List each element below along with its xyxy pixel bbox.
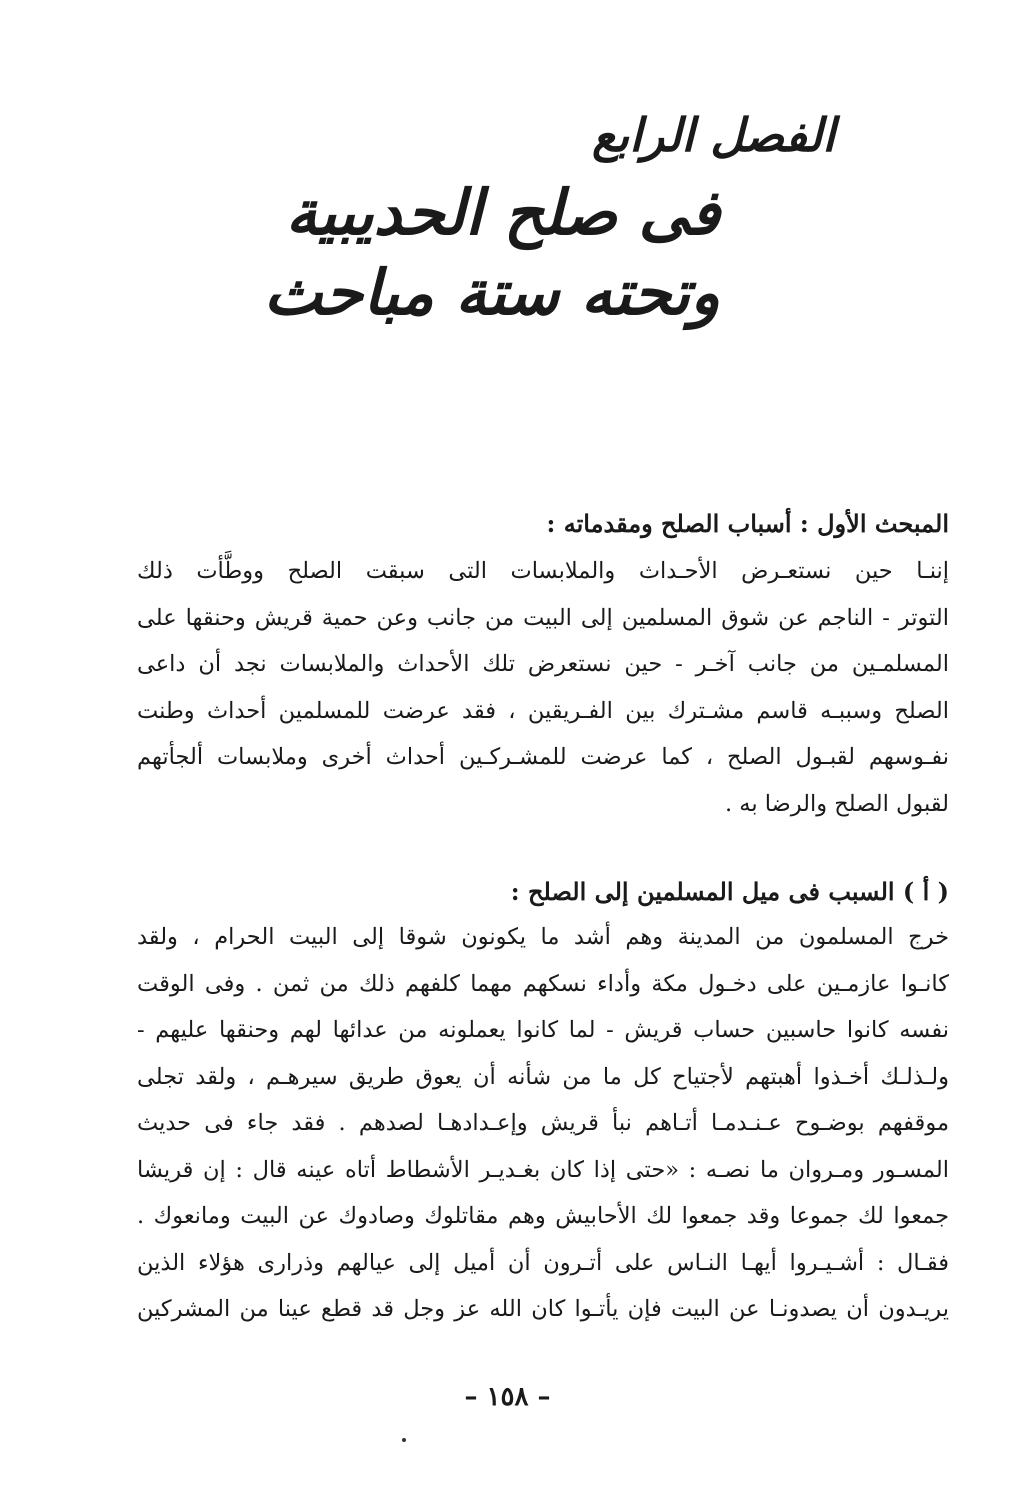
body-line: إننـا حين نستعـرض الأحـداث والملابسات التى سبقت الصلح ووطَّأت ذلك (137, 558, 949, 584)
section-2-body (137, 914, 949, 1333)
chapter-title-line-2: وتحته ستة مباحث (263, 256, 720, 329)
chapter-title-line-1: فى صلح الحديبية (285, 176, 720, 249)
body-line: لقبول الصلح والرضا به . (724, 790, 949, 817)
body-line: فقـال : أشـيـروا أيهـا النـاس على أتـرون أن أميل إلى عيالهم وذرارى هؤلاء الذين (137, 1249, 949, 1276)
body-line: خرج المسلمون من المدينة وهم أشد ما يكونون شوقا إلى البيت الحرام ، ولقد (137, 924, 949, 950)
body-line: المسلمـين من جانب آخـر - حين نستعرض تلك الأحداث والملابسات نجد أن داعى (137, 651, 949, 677)
chapter-label: الفصل الرابع (591, 108, 835, 162)
body-line: جمعوا لك جموعا وقد جمعوا لك الأحابيش وهم مقاتلوك وصادوك عن البيت ومانعوك . (137, 1203, 949, 1229)
page-number: – ١٥٨ – (464, 1382, 551, 1412)
section-heading-causes: المبحث الأول : أسباب الصلح ومقدماته : (546, 509, 949, 538)
ink-speck (402, 1438, 406, 1442)
body-line: نفـوسهم لقبـول الصلح ، كما عرضت للمشـركـين أحداث أخرى وملابسات ألجأتهم (137, 744, 949, 770)
body-line: المسـور ومـروان ما نصـه : «حتى إذا كان بغـديـر الأشطاط أتاه عينه قال : إن قريشا (137, 1156, 949, 1183)
body-line: الصلح وسببـه قاسم مشـترك بين الفـريقين ، فقد عرضت للمسلمين أحداث وطنت (137, 697, 949, 724)
body-line: التوتر - الناجم عن شوق المسلمين إلى البيت من جانب وعن حمية قريش وحنقها على (137, 604, 949, 631)
body-line: ولـذلـك أخـذوا أهبتهم لأجتياح كل ما من شأنه أن يعوق طريق سيرهـم ، ولقد تجلى (137, 1063, 949, 1090)
section-heading-muslims-inclination: ( أ ) السبب فى ميل المسلمين إلى الصلح : (510, 877, 949, 906)
body-line: كانـوا عازمـين على دخـول مكة وأداء نسكهم مهما كلفهم ذلك من ثمن . وفى الوقت (137, 970, 949, 997)
body-line: نفسه كانوا حاسبين حساب قريش - لما كانوا يعملونه من عدائها لهم وحنقها عليهم - (137, 1017, 949, 1043)
body-line: موقفهم بوضـوح عـنـدمـا أتـاهم نبأ قريش وإعـدادهـا لصدهم . فقد جاء فى حديث (137, 1110, 949, 1136)
section-1-body (137, 548, 949, 827)
body-line: يريـدون أن يصدونـا عن البيت فإن يأتـوا كان الله عز وجل قد قطع عينا من المشركين (137, 1296, 949, 1322)
